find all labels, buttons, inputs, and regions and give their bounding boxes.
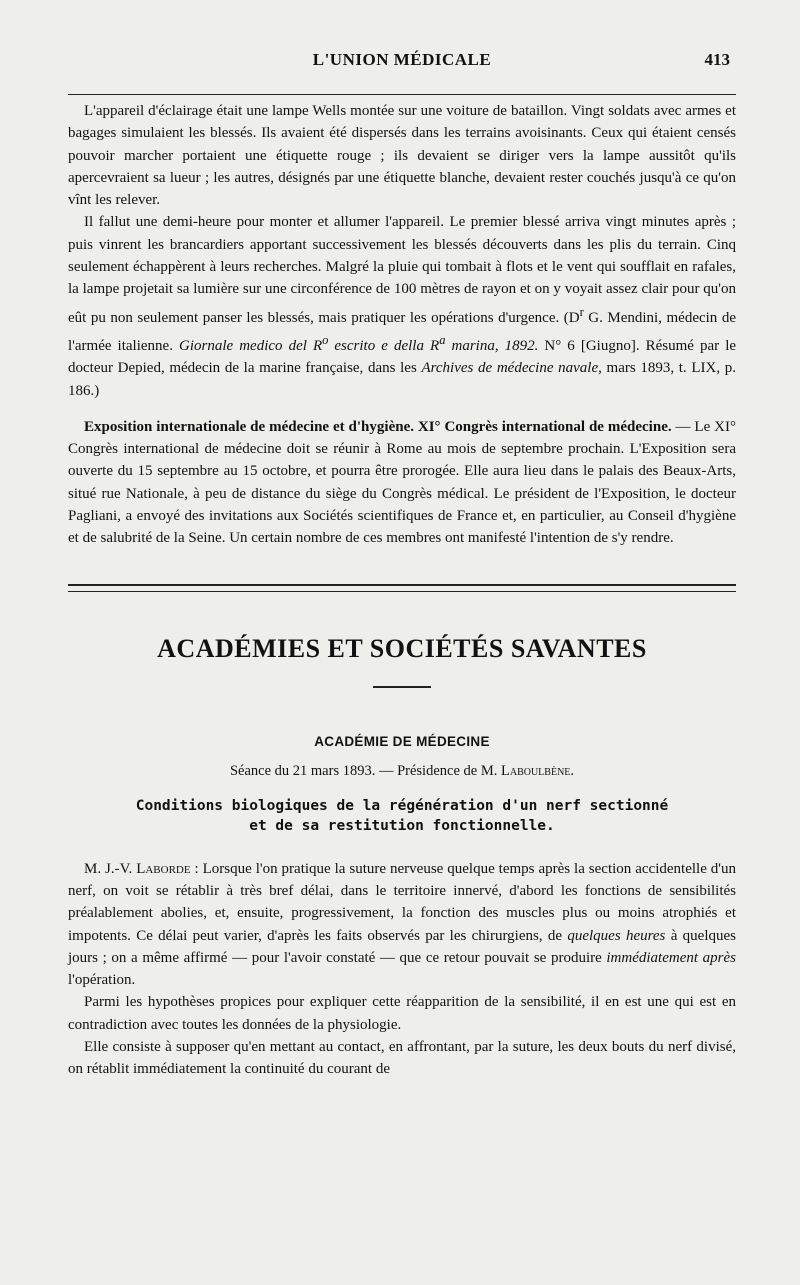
paragraph-text: l'opération. [68, 972, 136, 989]
article-title-line: et de sa restitution fonctionnelle. [249, 817, 555, 834]
speaker-prefix: M. J.-V. [84, 860, 137, 877]
paragraph-exposition [68, 416, 736, 550]
president-name: Laboulbène. [500, 762, 575, 779]
paragraph-lamp-setup: L'appareil d'éclairage était une lampe Wells montée sur une voiture de bataillon. Vingt soldats avec armes et bagages simulaient les blessés. Ils avaient été dispersés dans les terrains avoisinants. Ceux qui étaient censés pouvoir marcher portaient une étiquette rouge ; ils devaient se diriger vers la lampe aussitôt qu'ils apercevraient sa lueur ; les autres, désignés par une étiquette blanche, devaient rester couchés jusqu'à ce qu'on vînt les relever. [68, 103, 736, 209]
page-header [68, 48, 736, 74]
page-content [68, 100, 736, 1081]
emphasis-text: immédiatement après [606, 949, 736, 966]
article-paragraph [68, 858, 736, 992]
reference-text: mars 1893, t. LIX, p. 186.) [68, 360, 736, 399]
reference-author: G. Mendini, médecin de l'armée italienne. [68, 309, 736, 354]
paragraph-exercise-result [68, 211, 736, 401]
superscript: a [439, 332, 446, 347]
article-paragraph: Parmi les hypothèses propices pour expliquer cette réapparition de la sensibilité, il en est une qui est en contradiction avec toutes les données de la physiologie. [68, 994, 736, 1033]
page-number: 413 [704, 50, 730, 69]
superscript: r [579, 304, 584, 319]
archives-title: Archives de médecine navale, [421, 360, 602, 377]
superscript: o [322, 332, 329, 347]
paragraph-text: Il fallut une demi-heure pour monter et allumer l'appareil. Le premier blessé arriva vingt minutes après ; puis vinrent les brancardiers apportant successivement les blessés découverts dans les plis du terrain. Cinq seulement échappèrent à leurs recherches. Malgré la pluie qui tombait à flots et le vent qui soufflait en rafales, la lampe projetait sa lumière sur une circonférence de 100 mètres de rayon et on y voyait assez clair pour qu'on eût pu non seulement panser les blessés, mais pratiquer les opérations d'urgence. (D [68, 214, 736, 326]
emphasis-text: quelques heures [567, 927, 666, 944]
journal-title: marina, 1892. [445, 337, 539, 354]
reference-text: N° 6 [Giugno]. Résumé par le docteur Depied, médecin de la marine française, dans les [68, 337, 737, 377]
paragraph-heading: Exposition internationale de médecine et d'hygiène. XI° Congrès international de médecine. [84, 418, 672, 435]
title-underline [373, 686, 431, 688]
speaker-name: Laborde [136, 860, 191, 877]
article-title [68, 796, 736, 836]
journal-title: escrito e della R [328, 337, 440, 354]
journal-title: Giornale medico del R [179, 337, 323, 354]
seance-text: Séance du 21 mars 1893. — Présidence de M. [229, 762, 501, 779]
header-rule [68, 94, 736, 95]
seance-line [68, 763, 736, 780]
section-divider [68, 584, 736, 592]
paragraph-text: : Lorsque l'on pratique la suture nerveuse quelque temps après la section accidentelle d'un nerf, on voit se rétablir à très bref délai, dans le territoire innervé, d'abord les fonctions de sensibilités préalablement abolies, et, ensuite, progressivement, la fonction des muscles plus ou moins atrophiés et impotents. Ce délai peut varier, d'après les faits observés par les chirurgiens, de [68, 860, 736, 944]
paragraph-text: à quelques jours ; on a même affirmé — pour l'avoir constaté — que ce retour pouvait se produire [68, 927, 736, 966]
article-title-line: Conditions biologiques de la régénération d'un nerf sectionné [135, 797, 669, 814]
running-title: L'UNION MÉDICALE [312, 50, 492, 69]
article-paragraph: Elle consiste à supposer qu'en mettant au contact, en affrontant, par la suture, les deux bouts du nerf divisé, on rétablit immédiatement la continuité du courant de [68, 1039, 736, 1078]
paragraph-text: — Le XI° Congrès international de médecine doit se réunir à Rome au mois de septembre prochain. L'Exposition sera ouverte du 15 septembre au 15 octobre, et pourra être prorogée. Elle aura lieu dans le palais des Beaux-Arts, situé rue Nationale, à peu de distance du siège du Congrès médical. Le président de l'Exposition, le docteur Pagliani, a envoyé des invitations aux Sociétés scientifiques de France et, en particulier, au Conseil d'hygiène et de salubrité de la Seine. Un certain nombre de ces membres ont manifesté l'intention de s'y rendre. [68, 418, 736, 547]
section-title: ACADÉMIES ET SOCIÉTÉS SAVANTES [157, 633, 647, 663]
academy-heading: ACADÉMIE DE MÉDECINE [314, 733, 490, 749]
